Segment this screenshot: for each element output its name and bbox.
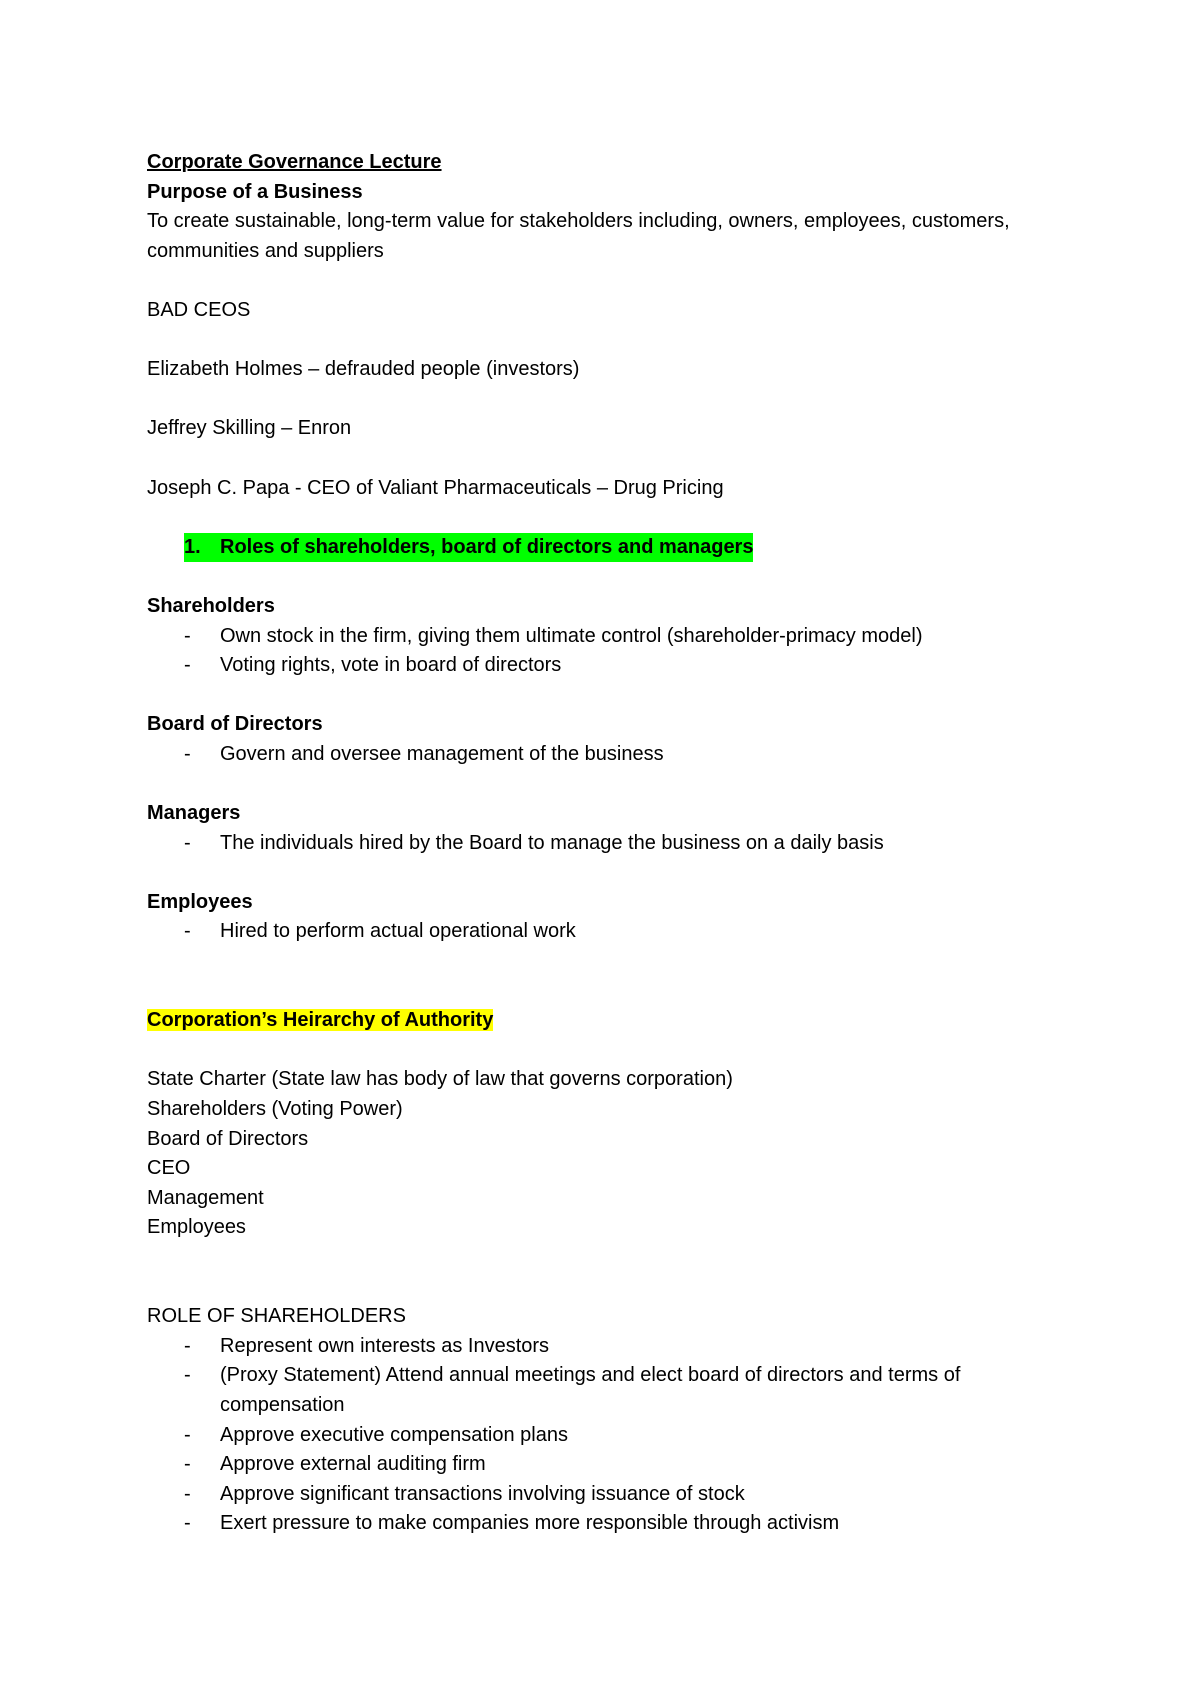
- hierarchy-item: Management: [147, 1186, 264, 1209]
- bad-ceo-item: Jeffrey Skilling – Enron: [147, 417, 352, 440]
- role-of-shareholders-heading: ROLE OF SHAREHOLDERS: [147, 1305, 406, 1328]
- hierarchy-heading-text: Corporation’s Heirarchy of Authority: [147, 1009, 494, 1032]
- list-item: - (Proxy Statement) Attend annual meetings and elect board of directors and terms of compensation: [147, 1361, 1027, 1420]
- hierarchy-item: Shareholders (Voting Power): [147, 1098, 403, 1120]
- employees-list: [147, 917, 1077, 947]
- bad-ceo-item: Elizabeth Holmes – defrauded people (investors): [147, 358, 580, 381]
- list-item: - The individuals hired by the Board to manage the business on a daily basis: [147, 829, 1077, 859]
- document-title: Corporate Governance Lecture: [147, 151, 442, 173]
- managers-list: [147, 829, 1077, 859]
- roles-number: 1.: [184, 535, 201, 558]
- dash-marker: -: [184, 742, 191, 765]
- hierarchy-item: Employees: [147, 1216, 246, 1239]
- purpose-text: To create sustainable, long-term value for stakeholders including, owners, employees, customers, communities and suppliers: [147, 210, 1010, 262]
- board-heading: Board of Directors: [147, 713, 323, 736]
- dash-marker: -: [184, 1364, 191, 1387]
- list-item: - Govern and oversee management of the business: [147, 740, 1077, 770]
- purpose-heading: Purpose of a Business: [147, 180, 363, 203]
- dash-marker: -: [184, 1482, 191, 1505]
- hierarchy-item: CEO: [147, 1157, 191, 1180]
- dash-marker: -: [184, 624, 191, 647]
- dash-marker: -: [184, 1423, 191, 1446]
- shareholders-heading: Shareholders: [147, 594, 275, 617]
- dash-marker: -: [184, 1453, 191, 1476]
- list-item: - Own stock in the firm, giving them ultimate control (shareholder-primacy model): [147, 622, 1077, 652]
- dash-marker: -: [184, 831, 191, 854]
- dash-marker: -: [184, 1334, 191, 1357]
- dash-marker: -: [184, 1512, 191, 1535]
- shareholders-list: [147, 622, 1077, 681]
- bad-ceos-heading: BAD CEOS: [147, 298, 251, 321]
- list-item: - Represent own interests as Investors: [147, 1332, 1027, 1362]
- document-page: [147, 148, 1077, 1539]
- list-item: - Approve significant transactions involving issuance of stock: [147, 1480, 1027, 1510]
- roles-section-heading: [147, 533, 1077, 563]
- bad-ceo-item: Joseph C. Papa - CEO of Valiant Pharmaceuticals – Drug Pricing: [147, 476, 724, 499]
- hierarchy-item: Board of Directors: [147, 1127, 309, 1150]
- hierarchy-item: State Charter (State law has body of law that governs corporation): [147, 1068, 733, 1091]
- hierarchy-heading: [147, 1006, 1077, 1036]
- role-of-shareholders-list: [147, 1332, 1027, 1539]
- list-item: - Voting rights, vote in board of directors: [147, 651, 1077, 681]
- managers-heading: Managers: [147, 802, 241, 825]
- list-item: - Approve external auditing firm: [147, 1450, 1027, 1480]
- board-list: [147, 740, 1077, 770]
- list-item: - Hired to perform actual operational work: [147, 917, 1077, 947]
- list-item: - Exert pressure to make companies more responsible through activism: [147, 1509, 1027, 1539]
- dash-marker: -: [184, 920, 191, 943]
- list-item: - Approve executive compensation plans: [147, 1421, 1027, 1451]
- roles-heading-text: Roles of shareholders, board of directors and managers: [220, 535, 754, 558]
- employees-heading: Employees: [147, 890, 253, 913]
- dash-marker: -: [184, 654, 191, 677]
